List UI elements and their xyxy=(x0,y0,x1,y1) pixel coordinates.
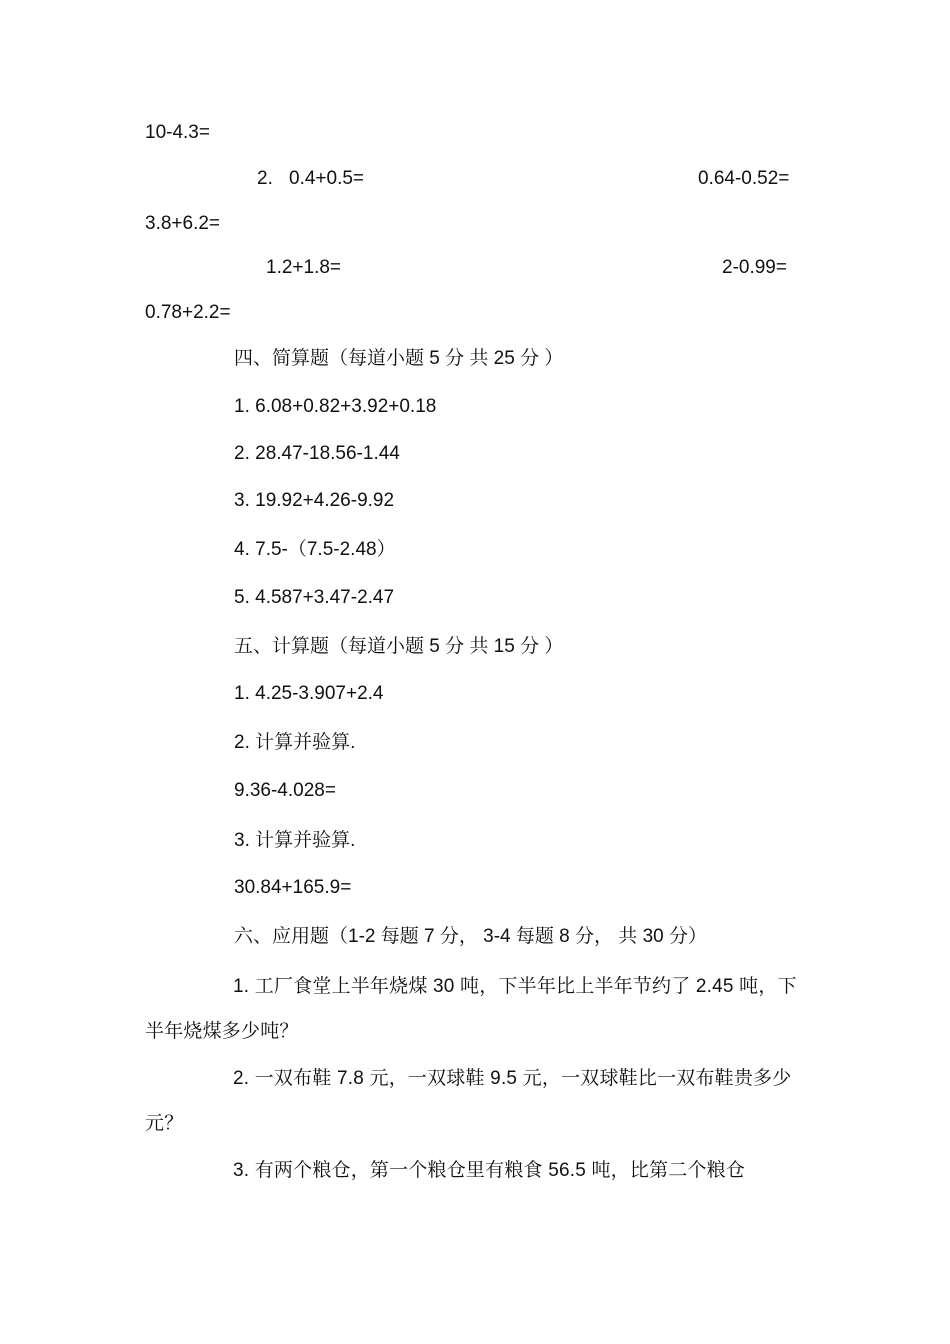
exercise-0.4+0.5: 0.4+0.5= xyxy=(289,168,365,189)
section-6-problem-1: 1. 工厂食堂上半年烧煤 30 吨，下半年比上半年节约了 2.45 吨，下半年烧煤多少吨？ xyxy=(145,976,797,1042)
section-5-item-2-expression: 9.36-4.028= xyxy=(234,780,336,801)
section-4-item-2: 2. 28.47-18.56-1.44 xyxy=(234,443,400,464)
section-4-item-4: 4. 7.5-（7.5-2.48） xyxy=(234,539,396,560)
section-4-heading: 四、简算题（每道小题 5 分 共 25 分 ） xyxy=(234,348,564,369)
exercise-3.8+6.2: 3.8+6.2= xyxy=(145,213,221,234)
exercise-0.78+2.2: 0.78+2.2= xyxy=(145,302,231,323)
exercise-row-number-2: 2. xyxy=(257,168,273,189)
section-5-item-3: 3. 计算并验算. xyxy=(234,830,356,851)
section-5-item-2: 2. 计算并验算. xyxy=(234,732,356,753)
section-6-problem-2: 2. 一双布鞋 7.8 元，一双球鞋 9.5 元，一双球鞋比一双布鞋贵多少元？ xyxy=(145,1068,792,1134)
section-5-heading: 五、计算题（每道小题 5 分 共 15 分 ） xyxy=(234,636,564,657)
section-6-problem-3: 3. 有两个粮仓，第一个粮仓里有粮食 56.5 吨，比第二个粮仓 xyxy=(233,1160,746,1181)
exercise-2-0.99: 2-0.99= xyxy=(722,257,787,278)
section-5-item-1: 1. 4.25-3.907+2.4 xyxy=(234,683,384,704)
section-4-item-1: 1. 6.08+0.82+3.92+0.18 xyxy=(234,396,437,417)
section-6-heading: 六、应用题（1-2 每题 7 分， 3-4 每题 8 分， 共 30 分） xyxy=(234,926,707,947)
exercise-10-4.3: 10-4.3= xyxy=(145,122,210,143)
exercise-0.64-0.52: 0.64-0.52= xyxy=(698,168,790,189)
section-4-item-5: 5. 4.587+3.47-2.47 xyxy=(234,587,395,608)
exercise-1.2+1.8: 1.2+1.8= xyxy=(266,257,342,278)
section-4-item-3: 3. 19.92+4.26-9.92 xyxy=(234,490,395,511)
section-5-item-3-expression: 30.84+165.9= xyxy=(234,877,352,898)
